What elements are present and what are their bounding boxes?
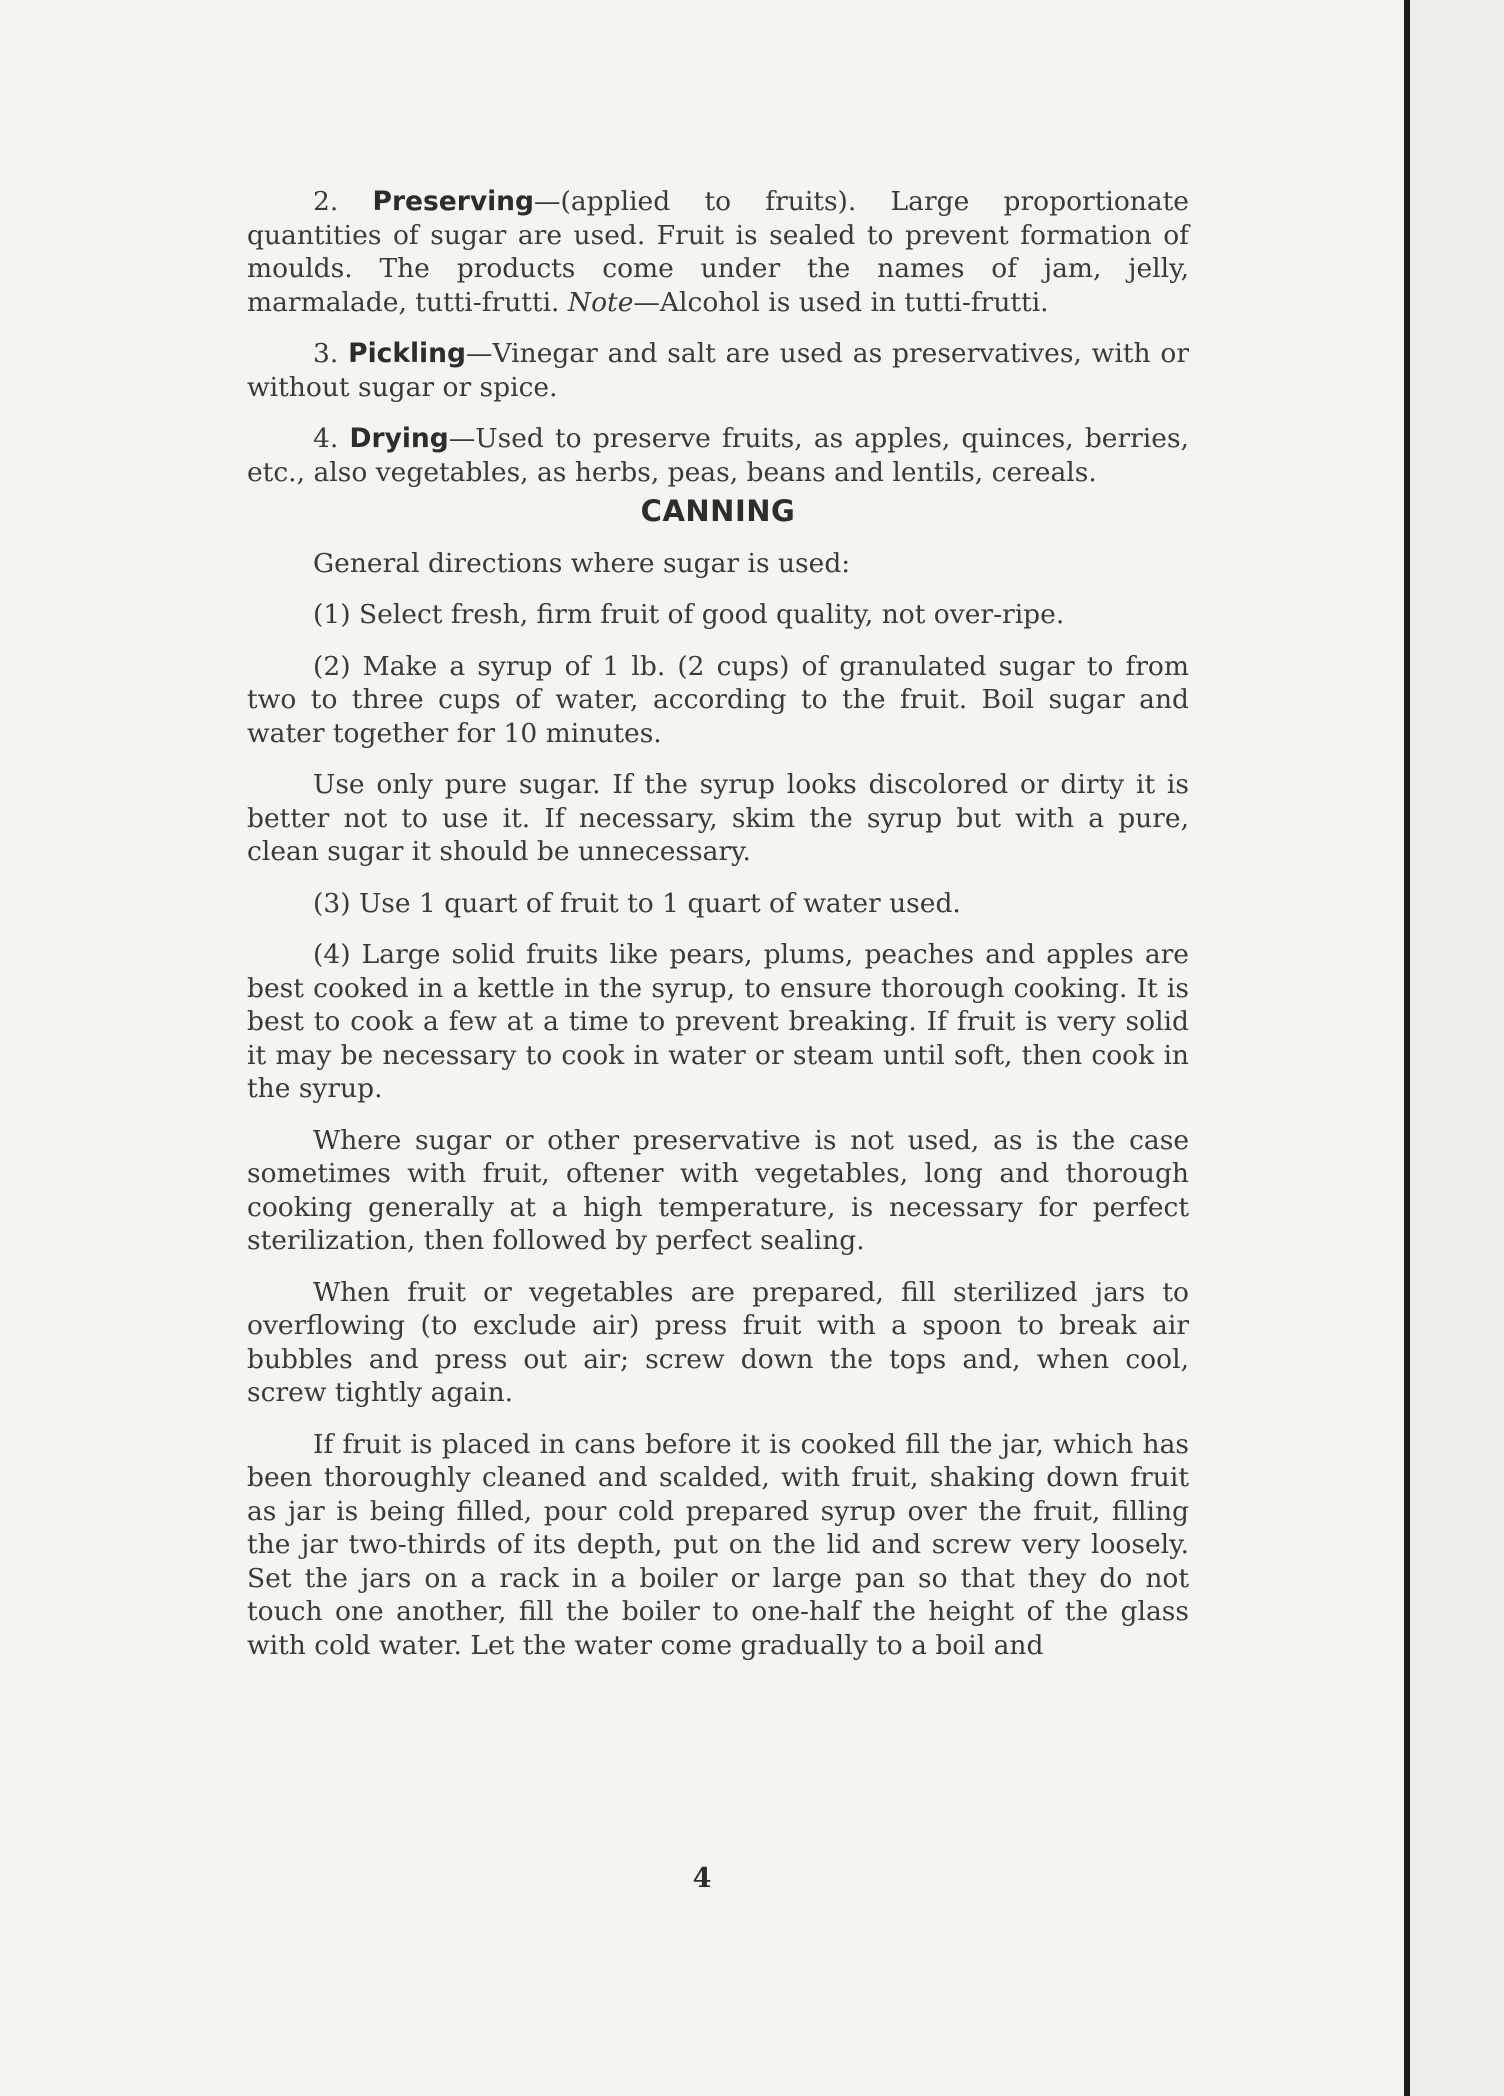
note-label: Note [567,286,634,318]
paragraph: General directions where sugar is used: [313,547,851,579]
term-drying: Drying [349,423,449,454]
paragraph: Use only pure sugar. If the syrup looks discolored or dirty it is better not to use it. If necessary, skim the syrup but with a pure, clean sugar it should be unnecessary. [247,769,1189,867]
paragraph: If fruit is placed in cans before it is cooked fill the jar, which has been thoroughly cleaned and scalded, with fruit, shaking down fruit as jar is being filled, pour cold prepared syrup over the fruit, filling the jar two-thirds of its depth, put on the lid and screw very loosely. Set the jars on a rack in a boiler or large pan so that they do not touch one another, fill the boiler to one-half the height of the glass with cold water. Let the water come gradually to a boil and [247,1428,1189,1661]
page-number: 4 [692,1863,712,1894]
paragraph: (1) Select fresh, firm fruit of good quality, not over-ripe. [313,599,1065,630]
adjacent-page-edge [1410,0,1504,2096]
section-preserving: 2. Preserving—(applied to fruits). Large proportionate quantities of sugar are used. Fruit is sealed to prevent formation of moulds. The products come under the names of jam, jelly, marmalade, tutti-frutti. Note—Alcohol is used in tutti-frutti. [247,186,1189,318]
page-body [247,185,1189,1680]
paragraph: (4) Large solid fruits like pears, plums, peaches and apples are best cooked in a kettle in the syrup, to ensure thorough cooking. It is best to cook a few at a time to prevent breaking. If fruit is very solid it may be necessary to cook in water or steam until soft, then cook in the syrup. [247,939,1189,1104]
term-pickling: Pickling [348,338,466,369]
paragraph: When fruit or vegetables are prepared, fill sterilized jars to overflowing (to exclude air) press fruit with a spoon to break air bubbles and press out air; screw down the tops and, when cool, screw tightly again. [247,1276,1189,1408]
canning-heading: CANNING [640,494,796,528]
term-preserving: Preserving [372,186,535,217]
paragraph: Where sugar or other preservative is not used, as is the case sometimes with fruit, oftener with vegetables, long and thorough cooking generally at a high temperature, is necessary for perfect sterilization, then followed by perfect sealing. [247,1124,1189,1256]
paragraph: (3) Use 1 quart of fruit to 1 quart of water used. [313,887,961,919]
section-pickling: 3. Pickling—Vinegar and salt are used as preservatives, with or without sugar or spice. [247,338,1189,403]
section-drying: 4. Drying—Used to preserve fruits, as apples, quinces, berries, etc., also vegetables, as herbs, peas, beans and lentils, cereals. [247,423,1189,488]
paragraph: (2) Make a syrup of 1 lb. (2 cups) of granulated sugar to from two to three cups of water, according to the fruit. Boil sugar and water together for 10 minutes. [247,650,1189,749]
